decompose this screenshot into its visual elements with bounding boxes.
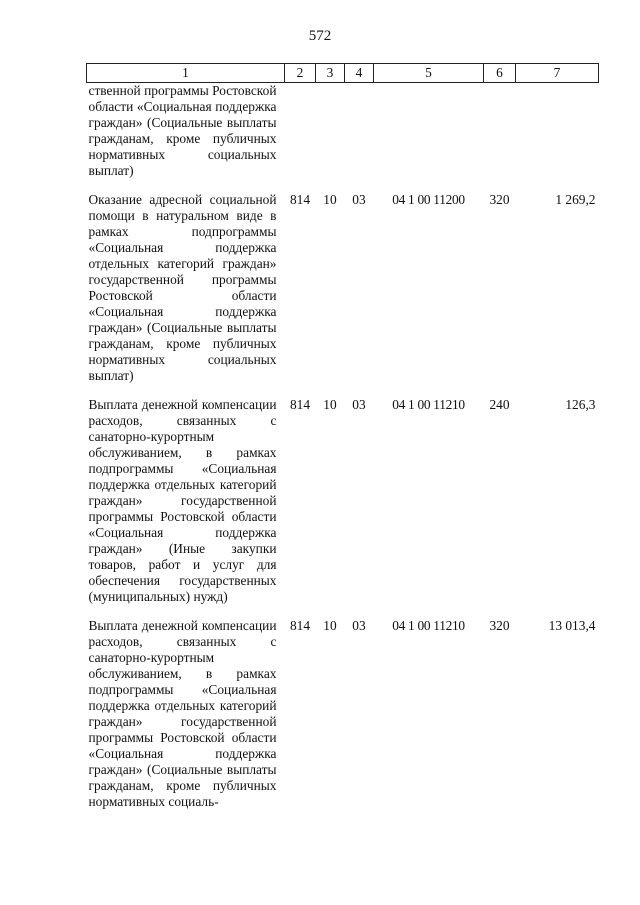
ministry-code: 814 [289, 192, 311, 207]
column-header: 2 [285, 64, 316, 83]
ministry-code: 814 [289, 618, 311, 633]
expense-type-code: 320 [489, 618, 510, 633]
column-header: 5 [374, 64, 484, 83]
table-row [87, 192, 599, 397]
table-header-row [87, 64, 599, 83]
section-code: 10 [323, 618, 337, 633]
ministry-code: 814 [289, 397, 311, 412]
amount [516, 83, 599, 193]
page-number: 572 [308, 28, 332, 44]
target-article-code: 04 1 00 11210 [392, 397, 465, 412]
amount: 126,3 [565, 397, 596, 412]
expense-type-code: 240 [489, 397, 510, 412]
table-row [87, 397, 599, 618]
column-header: 4 [345, 64, 374, 83]
budget-table [86, 63, 599, 823]
ministry-code [285, 83, 316, 193]
subsection-code: 03 [352, 397, 366, 412]
target-article-code [374, 83, 484, 193]
expense-type-code: 320 [489, 192, 510, 207]
expense-type-code [484, 83, 516, 193]
section-code [316, 83, 345, 193]
target-article-code: 04 1 00 11200 [392, 192, 465, 207]
amount: 13 013,4 [548, 618, 596, 633]
row-description: ственной программы Ростовской области «Социальная поддержка граждан» (Социальные выплаты гражданам, кроме публичных нормативных социальных выплат) [88, 83, 277, 178]
section-code: 10 [323, 192, 337, 207]
row-description: Оказание адресной социальной помощи в натуральном виде в рамках подпрограммы «Социальная поддержка отдельных категорий граждан» государственной программы Ростовской области «Социальная поддержка граждан» (Социальные выплаты гражданам, кроме публичных нормативных социальных выплат) [88, 192, 277, 383]
column-header: 3 [316, 64, 345, 83]
target-article-code: 04 1 00 11210 [392, 618, 465, 633]
subsection-code: 03 [352, 192, 366, 207]
table-row [87, 618, 599, 823]
row-description: Выплата денежной компенсации расходов, связанных с санаторно-курортным обслуживанием, в рамках подпрограммы «Социальная поддержка отдельных категорий граждан» государственной программы Ростовской области «Социальная поддержка граждан» (Социальные выплаты гражданам, кроме публичных нормативных социаль- [88, 618, 277, 809]
table-row [87, 83, 599, 193]
column-header: 1 [87, 64, 285, 83]
amount: 1 269,2 [555, 192, 596, 207]
column-header: 6 [484, 64, 516, 83]
subsection-code: 03 [352, 618, 366, 633]
row-description: Выплата денежной компенсации расходов, связанных с санаторно-курортным обслуживанием, в рамках подпрограммы «Социальная поддержка отдельных категорий граждан» государственной программы Ростовской области «Социальная поддержка граждан» (Иные закупки товаров, работ и услуг для обеспечения государственных (муниципальных) нужд) [88, 397, 277, 604]
subsection-code [345, 83, 374, 193]
section-code: 10 [323, 397, 337, 412]
column-header: 7 [516, 64, 599, 83]
